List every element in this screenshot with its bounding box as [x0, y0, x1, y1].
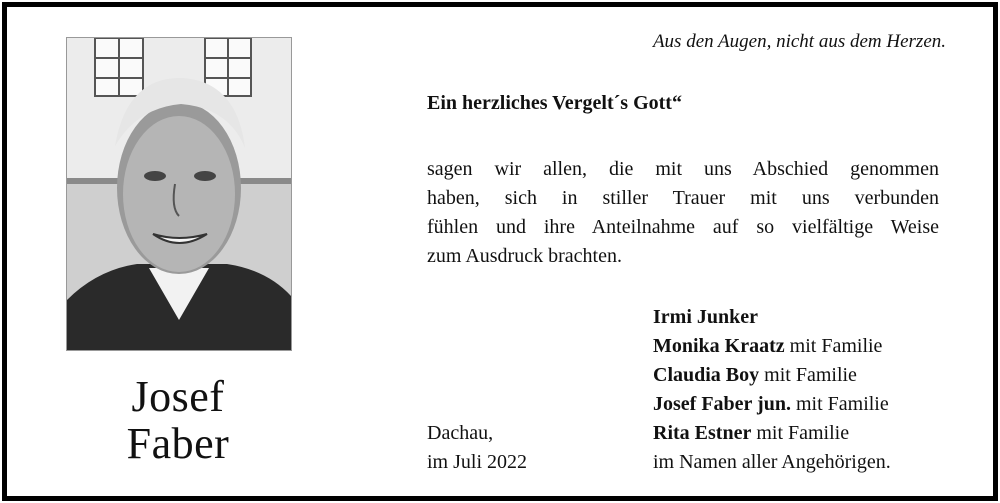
signer-suffix: mit Familie — [759, 364, 857, 386]
motto: Aus den Augen, nicht aus dem Herzen. — [652, 31, 946, 52]
body-line: haben, sich in stiller Trauer mit uns verbunden — [427, 187, 939, 209]
signer-suffix: mit Familie — [751, 422, 850, 444]
body-line: zum Ausdruck brachten. — [427, 245, 622, 267]
signers-list — [653, 303, 891, 477]
signer-line — [653, 390, 891, 419]
deceased-name — [66, 373, 290, 467]
signer-suffix: im Namen aller Angehörigen. — [653, 451, 891, 473]
body-line: sagen wir allen, die mit uns Abschied genommen — [427, 158, 939, 180]
thank-you-text — [427, 155, 939, 271]
deceased-first-name: Josef — [131, 372, 225, 421]
body-line: fühlen und ihre Anteilnahme auf so vielfältige Weise — [427, 216, 939, 238]
portrait-photo — [66, 37, 292, 351]
signer-suffix: mit Familie — [790, 393, 889, 415]
signer-line — [653, 303, 891, 332]
place-date-text: im Juli 2022 — [427, 451, 528, 473]
signer-line — [653, 332, 891, 361]
signer-line — [653, 361, 891, 390]
deceased-last-name: Faber — [126, 419, 230, 468]
signer-line — [653, 419, 891, 448]
signer-name: Claudia Boy — [653, 364, 760, 386]
signer-name: Josef Faber jun. — [653, 393, 791, 415]
signer-name: Irmi Junker — [653, 306, 758, 328]
heading: Ein herzliches Vergelt´s Gott“ — [427, 92, 682, 114]
place-city: Dachau, — [427, 422, 494, 444]
signer-line — [653, 448, 891, 477]
place-date — [427, 419, 527, 477]
obituary-card — [2, 2, 998, 501]
signer-suffix: mit Familie — [784, 335, 883, 357]
signer-name: Monika Kraatz — [653, 335, 785, 357]
signer-name: Rita Estner — [653, 422, 752, 444]
